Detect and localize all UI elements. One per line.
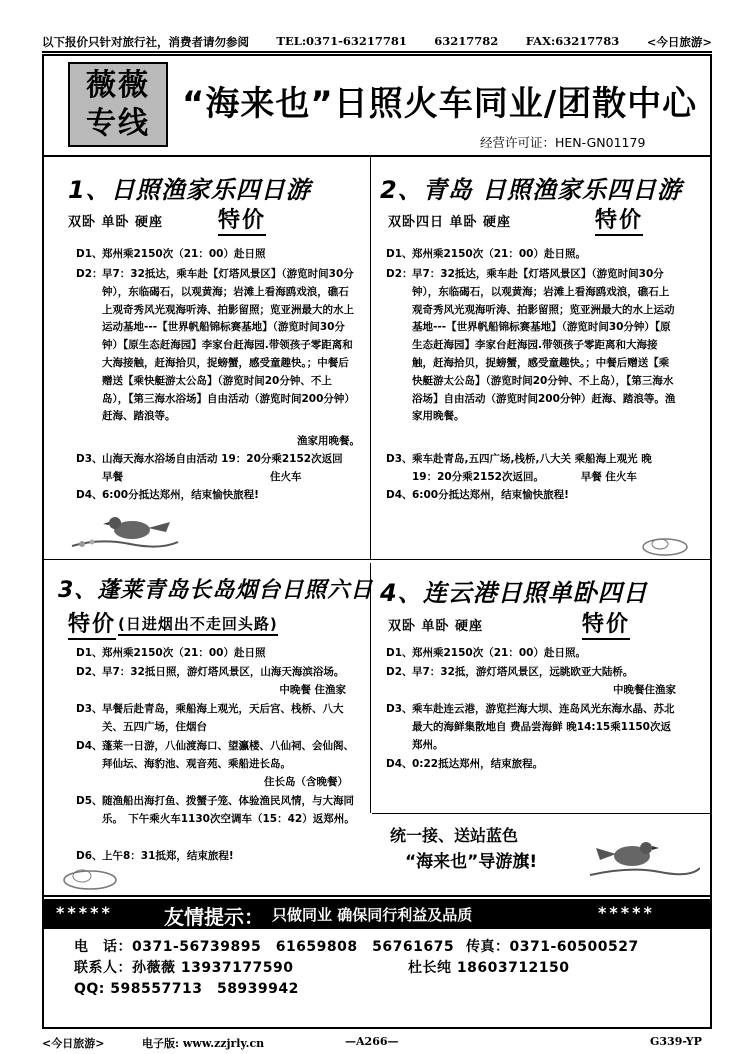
promo-divider: [372, 813, 710, 814]
header-notice: 以下报价只针对旅行社，消费者请勿参阅: [42, 35, 249, 49]
itinerary-item: [76, 664, 358, 682]
route-1-title: 1、日照渔家乐四日游: [68, 176, 311, 204]
itinerary-item: [76, 266, 358, 426]
itinerary-item: [76, 246, 358, 264]
fax-label: 传真：: [466, 939, 510, 955]
itinerary-item: [386, 451, 676, 487]
header-tel2: 63217782: [434, 34, 499, 48]
qq-numbers: 598557713 58939942: [110, 981, 299, 997]
itinerary-item: [386, 701, 676, 754]
itinerary-day: D4、: [386, 758, 413, 770]
itinerary-text: 郑州乘2150次（21：00）赴日照。: [412, 647, 586, 659]
itinerary-day: D3、: [76, 453, 103, 465]
contact-fax-row: [466, 936, 639, 956]
itinerary-text: 郑州乘2150次（21：00）赴日照。: [412, 248, 586, 260]
itinerary-item: [386, 682, 676, 700]
header-fax: FAX:63217783: [525, 34, 620, 48]
footer-web: [142, 1035, 264, 1051]
header-tel: TEL:0371-63217781: [276, 34, 407, 48]
route-4-title: 4、连云港日照单卧四日: [380, 579, 648, 607]
itinerary-text: 早餐后赴青岛，乘船海上观光，天后宫、栈桥、八大关、五四广场，住烟台: [102, 703, 344, 733]
itinerary-day: D4、: [76, 489, 103, 501]
bird-branch-icon: [70, 508, 180, 556]
promo-line-1: 统一接、送站蓝色: [390, 826, 519, 845]
itinerary-text: 郑州乘2150次（21：00）赴日照: [102, 647, 266, 659]
column-divider-top: [370, 157, 371, 559]
itinerary-text: 6:00分抵达郑州，结束愉快旅程!: [102, 489, 259, 501]
itinerary-item: [76, 451, 360, 469]
header-bar: [42, 34, 712, 50]
itinerary-item: [76, 774, 348, 792]
itinerary-day: D3、: [386, 453, 413, 465]
itinerary-item: [386, 645, 676, 663]
itinerary-item: [76, 701, 358, 737]
logo-line-2: 专线: [86, 105, 150, 141]
contact-tel-row: [74, 936, 454, 956]
itinerary-text: 早7：32抵达，乘车赴【灯塔风景区】（游览时间30分钟），东临碣石，以观黄海；岩滩上看海鸥戏浪，礁石上观奇秀风光观海听涛、拍影留照；览亚洲最大的水上运动基地---【世界帆船锦标赛基地】（游览时间30分钟）【原生态赶海园】李家台赶海园.带领孩子零距离和大海接触，赶海拾贝，捉螃蟹，感受童趣快。；中餐后赠送【乘快艇游太公岛】（游览时间20分钟、不上岛），【第三海水浴场】自由活动（游览时间200分钟）赶海、踏浪等。渔家用晚餐。: [412, 268, 676, 423]
itinerary-item: [386, 266, 676, 426]
itinerary-item: [76, 433, 360, 451]
itinerary-item: [76, 469, 360, 487]
itinerary-item: [76, 487, 360, 505]
itinerary-day: D4、: [386, 489, 413, 501]
route-2-special-price: 特价: [595, 203, 643, 236]
itinerary-text: 渔家用晚餐。: [297, 435, 360, 447]
route-3-special-price: 特价: [68, 607, 116, 640]
promo-line-2: “海来也”导游旗!: [405, 852, 538, 872]
itinerary-item: [386, 487, 676, 505]
banner-heading: 友情提示：: [164, 905, 264, 929]
cloud-icon: [60, 866, 120, 892]
title-divider: [44, 155, 710, 157]
itinerary-text: 蓬莱一日游，八仙渡海口、望瀛楼、八仙祠、会仙阁、拜仙坛、海豹池、观音苑、乘船进长岛。: [102, 740, 354, 770]
itinerary-item: [76, 793, 358, 829]
itinerary-text: 0:22抵达郑州，结束旅程。: [412, 758, 544, 770]
itinerary-day: D2、: [76, 666, 103, 678]
itinerary-text: 6:00分抵达郑州，结束愉快旅程!: [412, 489, 569, 501]
contact-person-2: 杜长纯 18603712150: [408, 960, 570, 976]
banner-stars-left: *****: [56, 903, 113, 922]
footer-brand: <今日旅游>: [42, 1037, 105, 1050]
route-2-title: 2、青岛 日照渔家乐四日游: [380, 176, 683, 204]
itinerary-day: D1、: [386, 248, 413, 260]
contact-person-row: [74, 957, 294, 977]
itinerary-item: [76, 738, 358, 774]
header-brand: <今日旅游>: [646, 35, 712, 49]
itinerary-item: [76, 645, 358, 663]
itinerary-day: D1、: [76, 248, 103, 260]
itinerary-text: 中晚餐 住渔家: [279, 684, 346, 696]
itinerary-text: 乘车赴连云港，游览拦海大坝、连岛风光东海水晶、苏北最大的海鲜集散地自 费品尝海鲜 晚14:15乘1150次返郑州。: [412, 703, 675, 751]
route-3-title: 3、蓬莱青岛长岛烟台日照六日: [58, 578, 374, 603]
itinerary-day: D4、: [76, 740, 103, 752]
itinerary-text: 上午8：31抵郑，结束旅程!: [102, 850, 234, 862]
footer-web-label: 电子版:: [142, 1037, 180, 1050]
route-3-subtitle: (日进烟出不走回头路): [118, 613, 278, 636]
logo-line-1: 薇薇: [86, 67, 150, 103]
route-1-special-price: 特价: [218, 203, 266, 236]
route-1-subtitle: 双卧 单卧 硬座: [68, 215, 164, 230]
itinerary-day: D5、: [76, 795, 103, 807]
route-4-special-price: 特价: [582, 607, 630, 640]
route-2-subtitle: 双卧四日 单卧 硬座: [388, 215, 512, 230]
itinerary-item: [76, 682, 346, 700]
route-4-subtitle: 双卧 单卧 硬座: [388, 619, 484, 634]
fax-number: 0371-60500527: [509, 939, 639, 955]
footer-code: G339-YP: [650, 1035, 702, 1048]
itinerary-day: D1、: [386, 647, 413, 659]
itinerary-text: 中晚餐住渔家: [613, 684, 676, 696]
header-rule: [42, 51, 712, 53]
footer-web-url[interactable]: www.zzjrly.cn: [182, 1037, 265, 1050]
itinerary-text: 早餐 住火车: [102, 471, 302, 483]
itinerary-text: 乘车赴青岛,五四广场,栈桥,八大关 乘船海上观光 晚19：20分乘2152次返回。 早餐 住火车: [412, 453, 652, 483]
banner-text: 只做同业 确保同行利益及品质: [272, 906, 473, 924]
person-label: 联系人：: [74, 960, 132, 976]
itinerary-text: 山海天海水浴场自由活动 19：20分乘2152次返回: [102, 453, 343, 465]
bird-branch-icon: [590, 830, 700, 885]
itinerary-text: 住长岛（含晚餐）: [264, 776, 348, 788]
section-divider: [44, 559, 710, 560]
person-1: 孙薇薇 13937177590: [132, 960, 294, 976]
itinerary-item: [386, 756, 676, 774]
itinerary-text: 郑州乘2150次（21：00）赴日照: [102, 248, 266, 260]
itinerary-text: 早7：32抵日照，游灯塔风景区，山海天海滨浴场。: [102, 666, 345, 678]
footer-page-number: —A266—: [345, 1035, 399, 1048]
itinerary-day: D2、: [386, 666, 413, 678]
qq-label: QQ:: [74, 981, 105, 997]
itinerary-item: [386, 246, 676, 264]
license-number: 经营许可证：HEN-GN01179: [480, 135, 646, 150]
banner-top-rule: [44, 895, 710, 897]
tips-banner: [44, 899, 710, 929]
contact-qq-row: [74, 978, 299, 998]
itinerary-day: D6、: [76, 850, 103, 862]
itinerary-day: D3、: [76, 703, 103, 715]
itinerary-text: 早7：32抵，游灯塔风景区，远眺欧亚大陆桥。: [412, 666, 634, 678]
tel-numbers: 0371-56739895 61659808 56761675: [132, 939, 455, 955]
logo-badge: [68, 62, 168, 147]
banner-stars-right: *****: [598, 903, 655, 922]
cloud-icon: [640, 535, 690, 557]
itinerary-item: [386, 664, 676, 682]
itinerary-text: 早7：32抵达，乘车赴【灯塔风景区】（游览时间30分钟），东临碣石，以观黄海；岩滩上看海鸥戏浪，礁石上观奇秀风光观海听涛、拍影留照；览亚洲最大的水上运动基地---【世界帆船锦标赛基地】（游览时间30分钟）【原生态赶海园】李家台赶海园.带领孩子零距离和大海接触，赶海拾贝，捉螃蟹，感受童趣快。；中餐后赠送【乘快艇游太公岛】（游览时间20分钟、不上岛），【第三海水浴场】自由活动（游览时间200分钟）赶海、踏浪等。: [102, 268, 355, 423]
tel-label: 电 话：: [74, 939, 132, 955]
itinerary-day: D3、: [386, 703, 413, 715]
page-title: “海来也”日照火车同业/团散中心: [182, 84, 698, 124]
itinerary-day: D2：: [76, 268, 103, 280]
itinerary-text: 随渔船出海打鱼、拨蟹子笼、体验渔民风情，与大海同乐。 下午乘火车1130次空调车（15：42）返郑州。: [102, 795, 355, 825]
itinerary-day: D2：: [386, 268, 413, 280]
itinerary-item: [76, 848, 358, 866]
itinerary-day: D1、: [76, 647, 103, 659]
